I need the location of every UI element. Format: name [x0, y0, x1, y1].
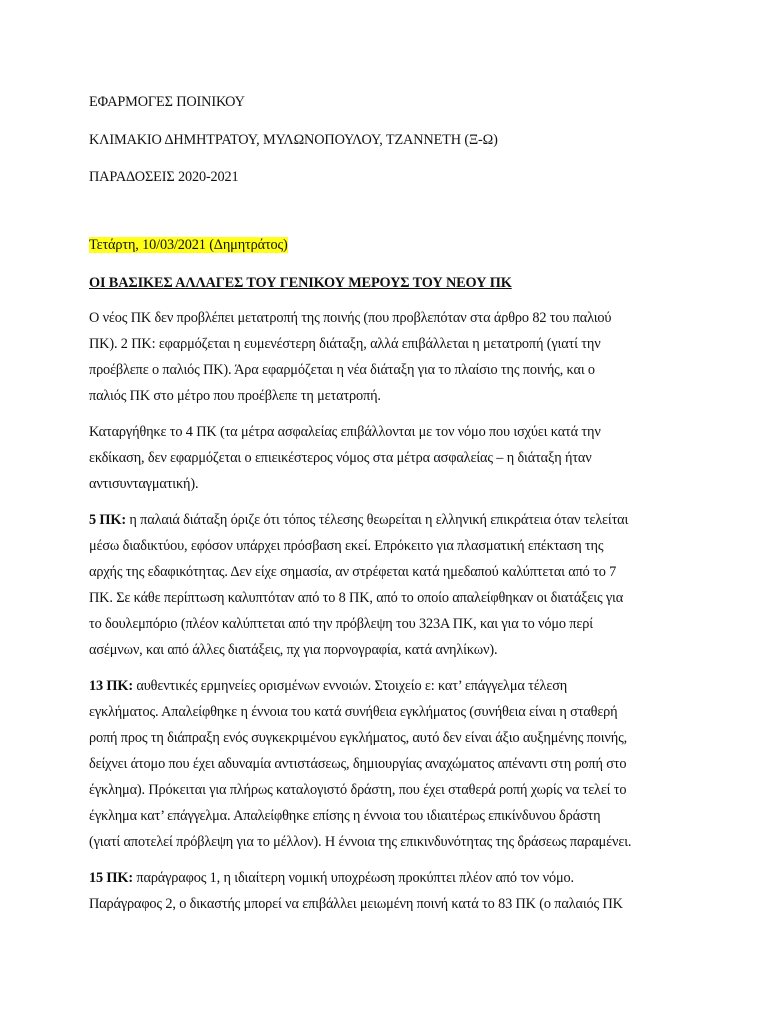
date-label-line — [89, 237, 288, 254]
header-course-title: ΕΦΑΡΜΟΓΕΣ ΠΟΙΝΙΚΟΥ — [89, 94, 245, 110]
article-15-label: 15 ΠΚ: — [89, 870, 133, 886]
paragraph-1-line: Ο νέος ΠΚ δεν προβλέπει μετατροπή της ποινής (που προβλεπόταν στα άρθρο 82 του παλιού — [89, 310, 612, 326]
paragraph-4-line: έγκλημα). Πρόκειται για πλήρως καταλογιστό δράστη, που έχει σταθερά ροπή χωρίς να τελεί το — [89, 782, 627, 798]
paragraph-5-line — [89, 870, 574, 887]
paragraph-4-line: δείχνει άτομο που έχει αδυναμία αντιστάσεως, δημιουργίας αναχώματος απέναντι στη ροπή στο — [89, 756, 627, 772]
paragraph-2-line: εκδίκαση, δεν εφαρμόζεται ο επιεικέστερος νόμος στα μέτρα ασφαλείας – η διάταξη ήταν — [89, 450, 592, 466]
paragraph-3-line — [89, 512, 628, 529]
paragraph-1-line: προέβλεπε ο παλιός ΠΚ). Άρα εφαρμόζεται η νέα διάταξη για το πλαίσιο της ποινής, και ο — [89, 362, 595, 378]
article-13-label: 13 ΠΚ: — [89, 678, 133, 694]
section-title: ΟΙ ΒΑΣΙΚΕΣ ΑΛΛΑΓΕΣ ΤΟΥ ΓΕΝΙΚΟΥ ΜΕΡΟΥΣ ΤΟΥ ΝΕΟΥ ΠΚ — [89, 275, 512, 291]
paragraph-3-text: η παλαιά διάταξη όριζε ότι τόπος τέλεσης θεωρείται η ελληνική επικράτεια όταν τελείται — [125, 512, 629, 528]
paragraph-4-line: (γιατί αποτελεί πρόβλεψη για το μέλλον). Η έννοια της επικινδυνότητας της δράσεως παραμένει. — [89, 834, 632, 850]
paragraph-4-line — [89, 678, 567, 695]
paragraph-5-text: παράγραφος 1, η ιδιαίτερη νομική υποχρέωση προκύπτει πλέον από τον νόμο. — [132, 870, 574, 886]
paragraph-4-line: ροπή προς τη διάπραξη ενός συγκεκριμένου εγκλήματος, αυτό δεν είναι άξιο αυξημένης ποινής, — [89, 730, 628, 746]
paragraph-4-text: αυθεντικές ερμηνείες ορισμένων εννοιών. Στοιχείο ε: κατ’ επάγγελμα τέλεση — [132, 678, 568, 694]
paragraph-4-line: έγκλημα κατ’ επάγγελμα. Απαλείφθηκε επίσης η έννοια του ιδιαιτέρως επικίνδυνου δράστη — [89, 808, 601, 824]
paragraph-3-line: το δουλεμπόριο (πλέον καλύπτεται από την πρόβλεψη του 323Α ΠΚ, και για το νόμο περί — [89, 616, 593, 632]
paragraph-2-line: Καταργήθηκε το 4 ΠΚ (τα μέτρα ασφαλείας επιβάλλονται με τον νόμο που ισχύει κατά την — [89, 424, 601, 440]
header-lectures-year: ΠΑΡΑΔΟΣΕΙΣ 2020-2021 — [89, 169, 239, 185]
paragraph-1-line: ΠΚ). 2 ΠΚ: εφαρμόζεται η ευμενέστερη διάταξη, αλλά επιβάλλεται η μετατροπή (γιατί την — [89, 336, 601, 352]
paragraph-3-line: ΠΚ. Σε κάθε περίπτωση καλυπτόταν από το 8 ΠΚ, από το οποίο απαλείφθηκαν οι διατάξεις για — [89, 590, 624, 606]
paragraph-1-line: παλιός ΠΚ στο μέτρο που προέβλεπε τη μετατροπή. — [89, 388, 381, 404]
highlighted-date-label: Τετάρτη, 10/03/2021 (Δημητράτος) — [89, 237, 288, 253]
paragraph-3-line: ασέμνων, και από άλλες διατάξεις, πχ για πορνογραφία, κατά ανηλίκων). — [89, 642, 498, 658]
article-5-label: 5 ΠΚ: — [89, 512, 126, 528]
paragraph-5-line: Παράγραφος 2, ο δικαστής μπορεί να επιβάλλει μειωμένη ποινή κατά το 83 ΠΚ (ο παλαιός ΠΚ — [89, 896, 623, 912]
paragraph-3-line: μέσω διαδικτύου, εφόσον υπάρχει πρόσβαση εκεί. Επρόκειτο για πλασματική επέκταση της — [89, 538, 604, 554]
paragraph-4-line: εγκλήματος. Απαλείφθηκε η έννοια του κατά συνήθεια εγκλήματος (συνήθεια είναι η σταθερή — [89, 704, 618, 720]
header-instructors: ΚΛΙΜΑΚΙΟ ΔΗΜΗΤΡΑΤΟΥ, ΜΥΛΩΝΟΠΟΥΛΟΥ, ΤΖΑΝΝΕΤΗ (Ξ-Ω) — [89, 132, 498, 148]
paragraph-2-line: αντισυνταγματική). — [89, 476, 199, 492]
paragraph-3-line: αρχής της εδαφικότητας. Δεν είχε σημασία, αν στρέφεται κατά ημεδαπού καλύπτεται από το 7 — [89, 564, 617, 580]
